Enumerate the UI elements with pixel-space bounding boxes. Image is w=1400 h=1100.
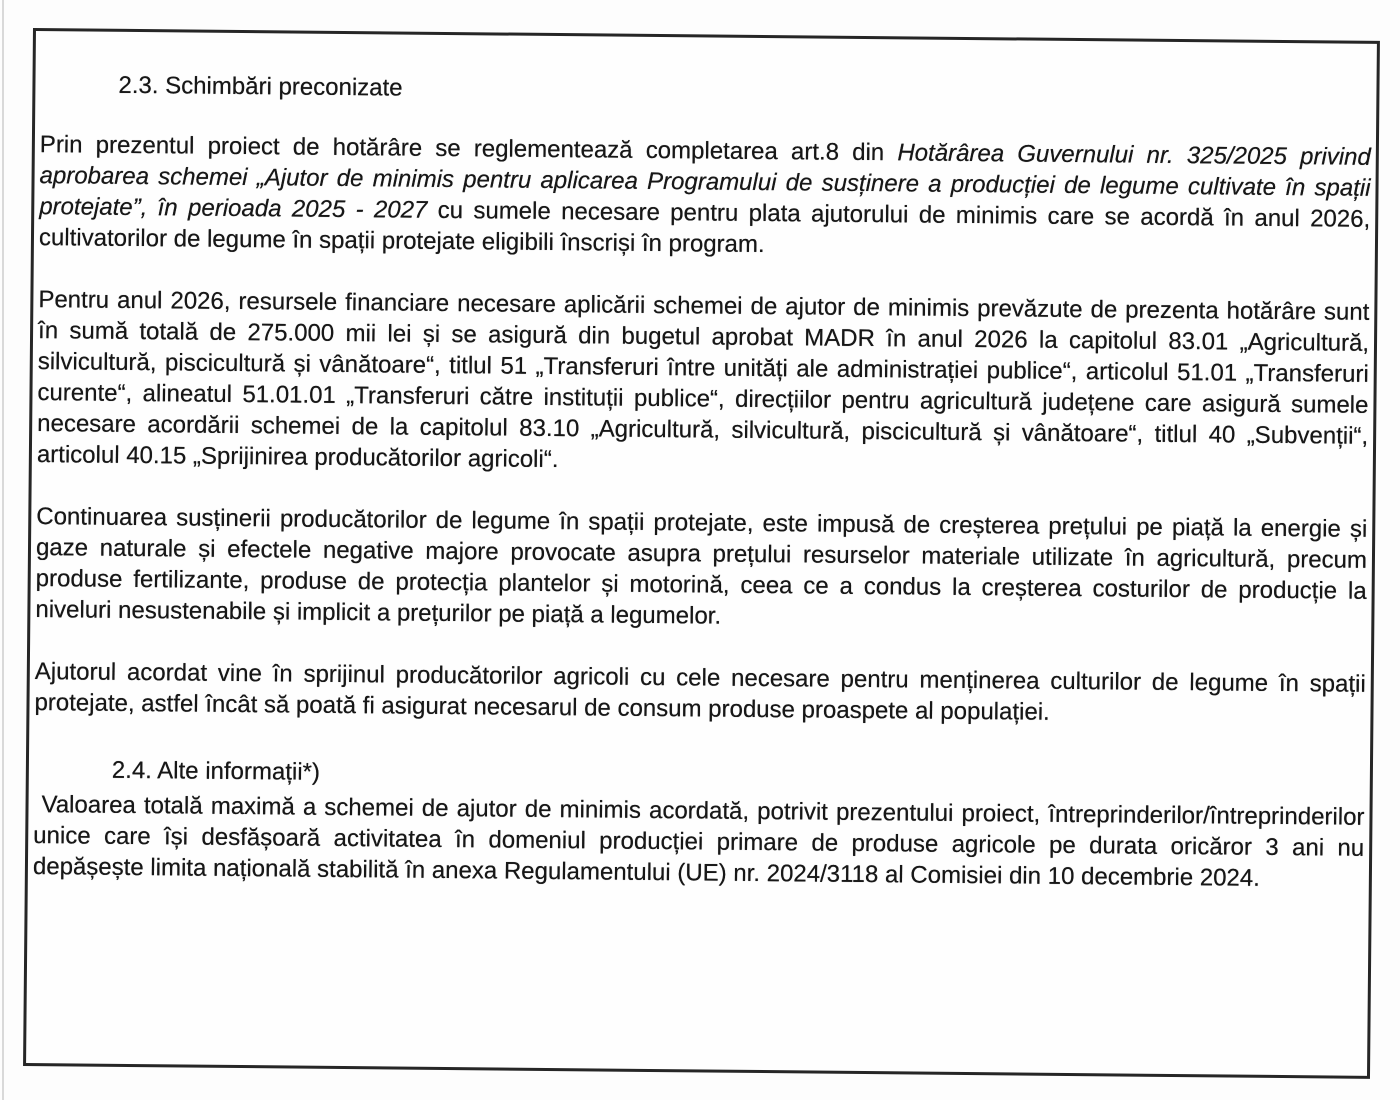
paragraph-valoare-maxima: Valoarea totală maximă a schemei de ajutor de minimis acordată, potrivit prezentului proiect, întreprinderilor/întreprinderilor unice care își desfășoară activitatea în domeniul producției primare de produse agricole pe durata oricăror 3 ani nu depășește limita națională stabilită în anexa Regulamentului (UE) nr. 2024/3118 al Comisiei din 10 decembrie 2024. xyxy=(32,791,1365,892)
document-page-frame xyxy=(23,28,1380,1079)
paragraph-1-normal-text-end: cu sumele necesare pentru plata ajutorului de minimis care se acordă în anul 2026, cultivatorilor de legume în spații protejate eligibili înscriși în program. xyxy=(38,196,1371,259)
paragraph-1-italic-citation: Hotărârea Guvernului nr. 325/2025 privind aprobarea schemei „Ajutor de minimis pentru aplicarea Programului de susținere a producției de legume cultivate în spații protejate”, în perioada 2025 - 2027 xyxy=(39,139,1371,224)
paragraph-resurse-financiare: Pentru anul 2026, resursele financiare necesare aplicării schemei de ajutor de minimis prevăzute de prezenta hotărâre sunt în sumă totală de 275.000 mii lei și se asigură din bugetul aprobat MADR în anul 2026 la capitolul 83.01 „Agricultură, silvicultură, piscicultură și vânătoare“, titlul 51 „Transferuri între unități ale administrației publice“, articolul 51.01 „Transferuri curente“, alineatul 51.01.01 „Transferuri către instituții publice“, direcțiilor pentru agricultură județene care asigură sumele necesare acordării schemei de la capitolul 83.10 „Agricultură, silvicultură, piscicultură și vânătoare“, titlul 40 „Subvenții“, articolul 40.15 „Sprijinirea producătorilor agricoli“. xyxy=(36,286,1370,474)
scan-edge-artifact xyxy=(2,0,4,1100)
paragraph-ajutorul-acordat: Ajutorul acordat vine în sprijinul producătorilor agricoli cu cele necesare pentru menținerea culturilor de legume în spații protejate, astfel încât să poată fi asigurat necesarul de consum produse proaspete al populației. xyxy=(34,658,1366,726)
paragraph-continuarea-sustinerii: Continuarea susținerii producătorilor de legume în spații protejate, este impusă de creșterea prețului pe piață la energie și gaze naturale și efectele negative majore provocate asupra prețului resurselor materiale utilizate în agricultură, precum produse fertilizante, produse de protecția plantelor și motorină, ceea ce a condus la creșterea costurilor de producție la niveluri nesustenabile și implicit a prețurilor pe piață a legumelor. xyxy=(35,503,1368,630)
section-2-4-heading: 2.4. Alte informații*) xyxy=(111,756,321,786)
section-2-3-heading: 2.3. Schimbări preconizate xyxy=(118,71,403,102)
paragraph-1-normal-text-start: Prin prezentul proiect de hotărâre se reglementează completarea art.8 din xyxy=(39,131,898,167)
paragraph-proiect-hotarare xyxy=(39,129,1371,266)
